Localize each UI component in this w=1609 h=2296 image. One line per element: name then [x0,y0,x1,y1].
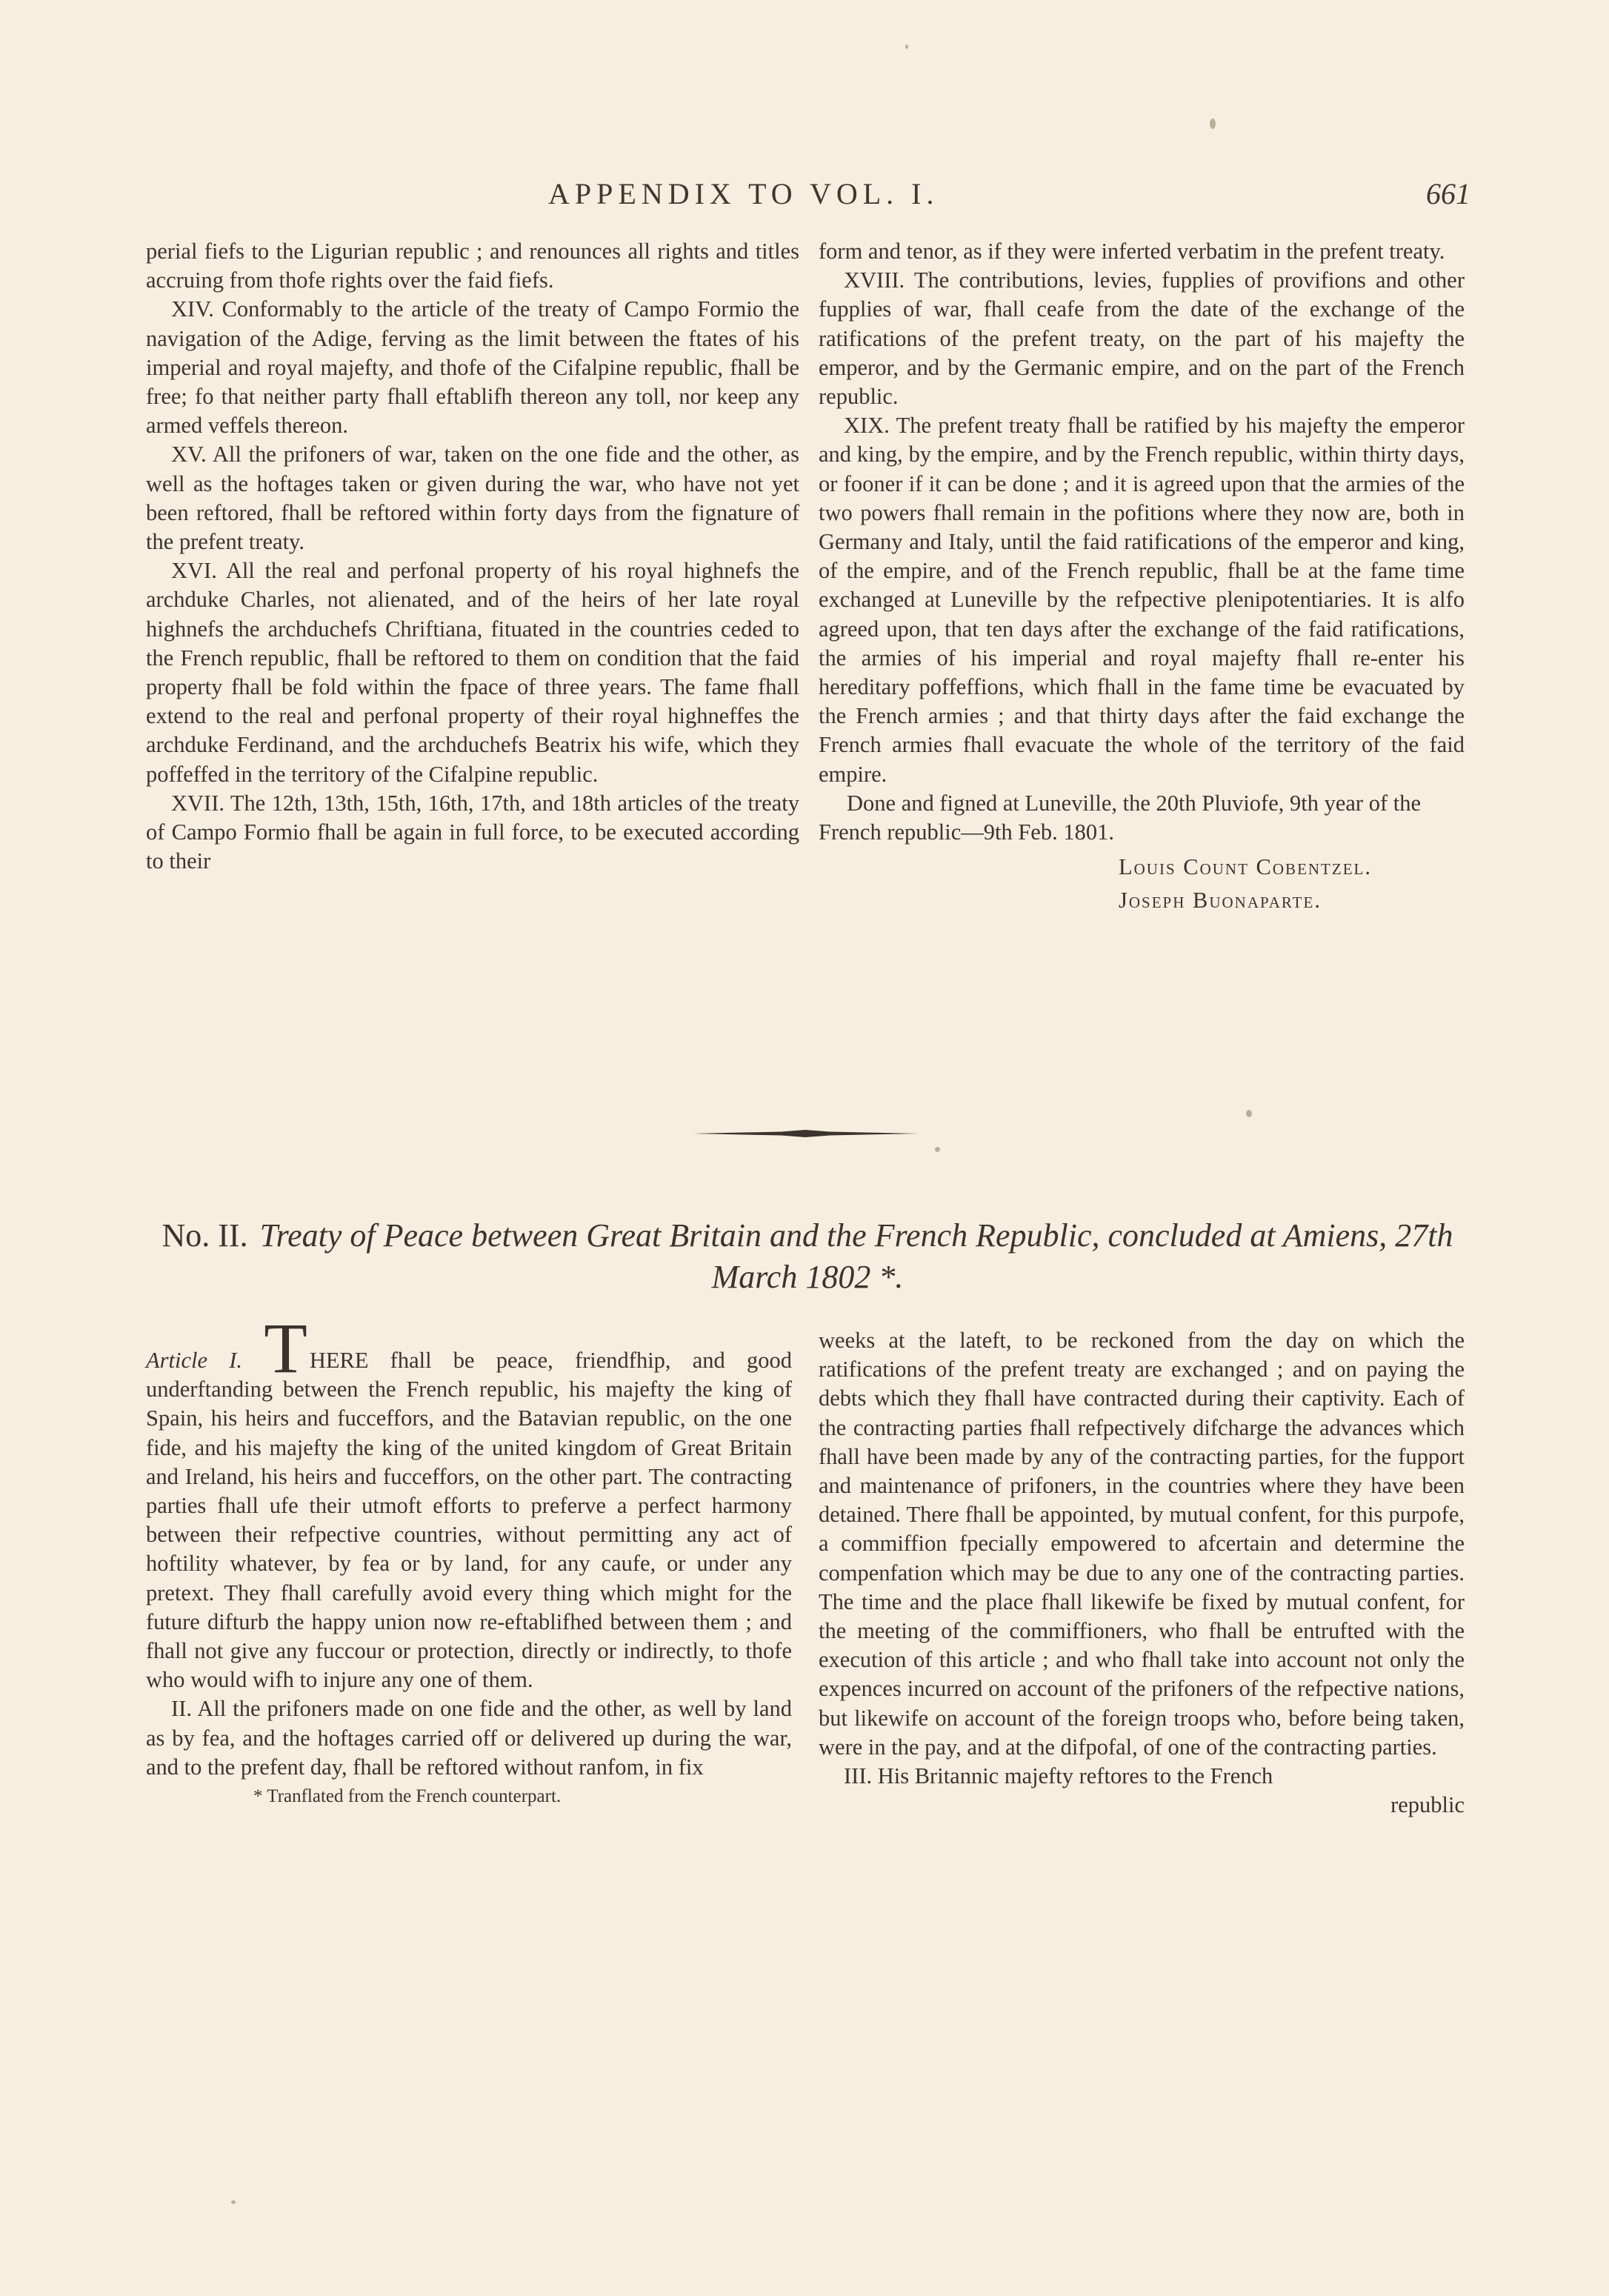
paper-speck [231,2200,236,2204]
paragraph: XVI. All the real and perfonal property of his royal highnefs the archduke Charles, not alienated, and of the heirs of her late royal highnefs the archduchefs Chriftiana, fituated in the countries ceded to the French republic, fhall be reftored to them on condition that the faid property fhall be fold within the fpace of three years. The fame fhall extend to the real and perfonal property of their royal highneffes the archduke Ferdinand, and the archduchefs Beatrix his wife, which they poffeffed in the territory of the Cifalpine republic. [146,558,799,787]
paper-speck [905,44,908,49]
bottom-left-column [146,1308,792,1811]
article-3: III. His Britannic majefty reftores to the French [844,1763,1273,1789]
article-1 [146,1308,792,1694]
signatory-cobentzel: Louis Count Cobentzel. [1119,854,1372,880]
page-number: 661 [1426,177,1470,210]
paragraph: form and tenor, as if they were inferted verbatim in the prefent treaty. [819,239,1445,264]
signatory-buonaparte: Joseph Buonaparte. [1119,888,1322,914]
paper-speck [1246,1110,1252,1117]
ornamental-rule [693,1128,919,1139]
signature-block [819,789,1465,916]
section-heading [156,1215,1459,1298]
paper-speck [935,1147,940,1152]
article-1-text: HERE fhall be peace, friendfhip, and good underftanding between the French republic, his majefty the king of Spain, his heirs and fucceffors, and the Batavian republic, on the one fide, and his majefty the king of the united kingdom of Great Britain and Ireland, his heirs and fucceffors, on the other part. The contracting parties fhall ufe their utmoft efforts to preferve a perfect harmony between their refpective countries, without permitting any act of hoftility whatever, by fea or by land, for any caufe, or under any pretext. They fhall carefully avoid every thing which might for the future difturb the happy union now re-eftablifhed between them ; and fhall not give any fuccour or protection, directly or indirectly, to thofe who would wifh to injure any one of them. [146,1348,792,1693]
bottom-right-column [819,1326,1465,1820]
paragraph: XIV. Conformably to the article of the treaty of Campo Formio the navigation of the Adige, ferving as the limit between the ftates of his imperial and royal majefty, and thofe of the Cifalpine republic, fhall be free; fo that neither party fhall eftablifh thereon any toll, nor keep any armed veffels thereon. [146,296,799,439]
paragraph: weeks at the lateft, to be reckoned from the day on which the ratifications of the prefent treaty are exchanged ; and on paying the debts which they fhall have contracted during their captivity. Each of the contracting parties fhall refpectively difcharge the advances which fhall have been made by any of the contracting parties, for the fupport and maintenance of prifoners, in the countries where they have been detained. There fhall be appointed, by mutual confent, for this purpofe, a commiffion fpecially empowered to afcertain and determine the compenfation which may be due to any one of the contracting parties. The time and the place fhall likewife be fixed by mutual confent, for the meeting of the commiffioners, who fhall be entrufted with the execution of this article ; and who fhall take into account not only the expences incurred on account of the prifoners of the refpective nations, but likewife on account of the foreign troops who, before being taken, were in the pay, and at the difpofal, of one of the contracting parties. [819,1328,1465,1760]
article-2: II. All the prifoners made on one fide and the other, as well by land as by fea, and the hoftages carried off or delivered up during the war, and to the prefent day, fhall be reftored without ranfom, in fix [146,1696,792,1780]
section-number: No. II. [161,1217,248,1254]
article-label: Article I. [146,1348,242,1373]
top-left-column [146,237,799,876]
catchword: republic [1390,1792,1465,1818]
paragraph: XVII. The 12th, 13th, 15th, 16th, 17th, and 18th articles of the treaty of Campo Formio fhall be again in full force, to be executed according to their [146,790,799,874]
paragraph: perial fiefs to the Ligurian republic ; and renounces all rights and titles accruing from thofe rights over the faid fiefs. [146,239,799,293]
paper-speck [1210,119,1216,129]
top-right-column [819,237,1465,916]
paragraph: XV. All the prifoners of war, taken on the one fide and the other, as well as the hoftages taken or given during the war, who have not yet been reftored, fhall be reftored within forty days from the fignature of the prefent treaty. [146,442,799,555]
running-head [548,176,1470,221]
signing-date-line: Done and figned at Luneville, the 20th Pluviofe, 9th year of the French republic—9th Feb. 1801. [819,790,1421,845]
drop-cap: T [264,1308,307,1388]
running-title: APPENDIX TO VOL. I. [548,177,939,210]
paragraph: XVIII. The contributions, levies, fupplies of provifions and other fupplies of war, fhall ceafe from the date of the exchange of the ratifications of the prefent treaty, on the part of his majefty the emperor, and by the Germanic empire, and on the part of the French republic. [819,267,1465,410]
paragraph: XIX. The prefent treaty fhall be ratified by his majefty the emperor and king, by the empire, and by the French republic, within thirty days, or fooner if it can be done ; and it is agreed upon that the armies of the two powers fhall remain in the pofitions where they now are, both in Germany and Italy, until the faid ratifications of the emperor and king, of the empire, and of the French republic, fhall be at the fame time exchanged at Luneville by the refpective plenipotentiaries. It is alfo agreed upon, that ten days after the exchange of the faid ratifications, the armies of his imperial and royal majefty fhall re-enter his hereditary poffeffions, which fhall in the fame time be evacuated by the French armies ; and that thirty days after the faid exchange the French armies fhall evacuate the whole of the territory of the faid empire. [819,413,1465,787]
section-title: Treaty of Peace between Great Britain and the French Republic, concluded at Amiens, 27th March 1802 *. [259,1217,1453,1295]
footnote: * Tranflated from the French counterpart. [253,1786,562,1807]
